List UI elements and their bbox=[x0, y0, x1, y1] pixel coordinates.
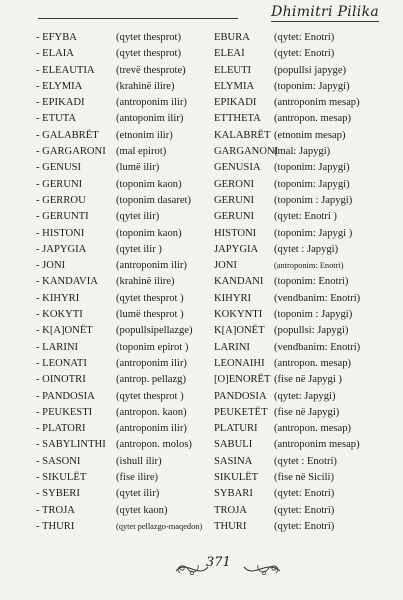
right-description: (toponim: Japygi) bbox=[274, 80, 350, 92]
right-description: (toponim: Enotri) bbox=[274, 276, 349, 288]
right-name: THURI bbox=[214, 520, 247, 532]
left-name: - GENUSI bbox=[36, 162, 82, 174]
right-description: (qytet : Japygi) bbox=[274, 243, 339, 255]
list-item bbox=[36, 63, 368, 79]
left-name: - PEUKESTI bbox=[36, 406, 93, 418]
page-number: 371 bbox=[206, 555, 231, 570]
left-description: (antroponim ilir) bbox=[116, 97, 187, 109]
left-name: - SABYLINTHI bbox=[36, 439, 106, 451]
left-name: - TROJA bbox=[36, 504, 75, 516]
list-item bbox=[36, 356, 368, 372]
left-description: (antrop. pellazg) bbox=[116, 374, 187, 386]
right-name: EPIKADI bbox=[214, 97, 257, 109]
right-name: SASINA bbox=[214, 455, 253, 467]
right-name: KOKYNTI bbox=[214, 309, 263, 321]
right-name: JONI bbox=[214, 260, 237, 272]
right-name: SYBARI bbox=[214, 488, 253, 500]
right-description: (qytet : Enotri) bbox=[274, 455, 337, 467]
right-description: (toponim: Japygi) bbox=[274, 178, 350, 190]
right-description: (fise në Japygi) bbox=[274, 406, 340, 418]
left-name: - THURI bbox=[36, 520, 75, 532]
right-description: (antroponim mesap) bbox=[274, 97, 360, 109]
left-name: - SIKULËT bbox=[36, 472, 87, 484]
right-name: KALABRËT bbox=[214, 129, 271, 141]
left-description: (lumë ilir) bbox=[116, 162, 160, 174]
right-description: (antropon. mesap) bbox=[274, 423, 352, 435]
left-name: - ETUTA bbox=[36, 113, 77, 125]
list-item bbox=[36, 128, 368, 144]
left-description: (qytet thesprot ) bbox=[116, 390, 184, 402]
left-description: (toponim kaon) bbox=[116, 227, 182, 239]
right-description: (antroponim mesap) bbox=[274, 439, 360, 451]
right-description: (toponim: Japygi) bbox=[274, 162, 350, 174]
left-name: - EFYBA bbox=[36, 32, 77, 43]
left-name: - KIHYRI bbox=[36, 292, 80, 304]
left-description: (antroponim ilir) bbox=[116, 357, 187, 369]
page-footer-ornament bbox=[168, 553, 288, 583]
left-description: (antropon. kaon) bbox=[116, 406, 187, 418]
left-name: - ELEAUTIA bbox=[36, 64, 95, 76]
right-description: (toponim : Japygi) bbox=[274, 194, 353, 206]
right-name: PLATURI bbox=[214, 423, 258, 435]
list-item bbox=[36, 503, 368, 519]
list-item bbox=[36, 454, 368, 470]
left-name: - SYBERI bbox=[36, 488, 80, 500]
list-item bbox=[36, 323, 368, 339]
right-name: JAPYGIA bbox=[214, 243, 259, 255]
left-description: (lumë thesprot ) bbox=[116, 309, 184, 321]
right-description: (antropon. mesap) bbox=[274, 357, 352, 369]
right-description: (popullsi japyge) bbox=[274, 64, 347, 76]
list-item bbox=[36, 79, 368, 95]
right-name: TROJA bbox=[214, 504, 247, 516]
list-item bbox=[36, 95, 368, 111]
right-description: (qytet: Enotri) bbox=[274, 520, 335, 532]
right-name: [O]ENORËT bbox=[214, 374, 271, 386]
left-name: - JONI bbox=[36, 260, 66, 272]
list-item bbox=[36, 307, 368, 323]
header-rule bbox=[38, 18, 238, 19]
left-name: - KANDAVIA bbox=[36, 276, 98, 288]
left-name: - LEONATI bbox=[36, 357, 87, 369]
left-description: (antroponim ilir) bbox=[116, 260, 187, 272]
right-name: EBURA bbox=[214, 32, 250, 43]
left-description: (qytet thesprot) bbox=[116, 32, 182, 43]
list-item bbox=[36, 291, 368, 307]
left-description: (antropon. molos) bbox=[116, 439, 192, 451]
right-description: (vendbanim: Enotri) bbox=[274, 341, 361, 353]
left-description: (qytet kaon) bbox=[116, 504, 168, 516]
left-description: (toponim epirot ) bbox=[116, 341, 189, 353]
list-item bbox=[36, 242, 368, 258]
left-description: (krahinë ilire) bbox=[116, 80, 175, 92]
list-item bbox=[36, 437, 368, 453]
left-description: (ishull ilir) bbox=[116, 455, 162, 467]
right-name: K[A]ONËT bbox=[214, 325, 265, 337]
left-description: (toponim dasaret) bbox=[116, 194, 192, 206]
left-description: (qytet ilir ) bbox=[116, 243, 162, 255]
left-description: (mal epirot) bbox=[116, 146, 167, 158]
right-name: PEUKETËT bbox=[214, 406, 268, 418]
right-description: (vendbanim: Enotri) bbox=[274, 292, 361, 304]
right-description: (antropon. mesap) bbox=[274, 113, 352, 125]
running-header-author: Dhimitri Pilika bbox=[271, 4, 379, 20]
left-name: - HISTONI bbox=[36, 227, 85, 239]
left-description: (antoponim ilir) bbox=[116, 113, 184, 125]
right-name: GERUNI bbox=[214, 211, 255, 223]
left-description: (qytet ilir) bbox=[116, 211, 160, 223]
right-name: KIHYRI bbox=[214, 292, 252, 304]
right-name: ETTHETA bbox=[214, 113, 261, 125]
list-item bbox=[36, 389, 368, 405]
right-description: (fise në Sicili) bbox=[274, 472, 335, 484]
left-name: - OINOTRI bbox=[36, 374, 86, 386]
right-description: (qytet: Japygi) bbox=[274, 390, 336, 402]
list-item bbox=[36, 274, 368, 290]
left-name: - ELAIA bbox=[36, 48, 74, 60]
list-item bbox=[36, 177, 368, 193]
list-item bbox=[36, 144, 368, 160]
right-description: (mal: Japygi) bbox=[274, 146, 331, 158]
list-item bbox=[36, 470, 368, 486]
right-description: (toponim : Japygi) bbox=[274, 309, 353, 321]
left-description: (qytet thesprot ) bbox=[116, 292, 184, 304]
right-name: ELEAI bbox=[214, 48, 245, 60]
left-name: - SASONI bbox=[36, 455, 81, 467]
left-description: (etnonim ilir) bbox=[116, 129, 173, 141]
left-name: - K[A]ONËT bbox=[36, 325, 93, 337]
list-item bbox=[36, 405, 368, 421]
right-description: (antroponim: Enotri) bbox=[274, 261, 344, 271]
right-description: (qytet: Enotri) bbox=[274, 488, 335, 500]
list-item bbox=[36, 519, 368, 535]
right-description: (etnonim mesap) bbox=[274, 129, 346, 141]
right-name: ELYMIA bbox=[214, 80, 255, 92]
list-item bbox=[36, 421, 368, 437]
left-name: - GALABRËT bbox=[36, 129, 99, 141]
right-name: LARINI bbox=[214, 341, 250, 353]
list-item bbox=[36, 30, 368, 46]
right-name: ELEUTI bbox=[214, 64, 252, 76]
right-name: SABULI bbox=[214, 439, 253, 451]
left-name: - GERROU bbox=[36, 194, 86, 206]
left-name: - LARINI bbox=[36, 341, 79, 353]
right-description: (qytet: Enotri) bbox=[274, 32, 335, 43]
list-item bbox=[36, 258, 368, 274]
list-item bbox=[36, 209, 368, 225]
left-description: (toponim kaon) bbox=[116, 178, 182, 190]
right-name: GERUNI bbox=[214, 194, 255, 206]
left-name: - PANDOSIA bbox=[36, 390, 95, 402]
list-item bbox=[36, 486, 368, 502]
right-name: KANDANI bbox=[214, 276, 264, 288]
right-description: (qytet: Enotri ) bbox=[274, 211, 337, 223]
left-name: - EPIKADI bbox=[36, 97, 85, 109]
right-description: (popullsi: Japygi) bbox=[274, 325, 349, 337]
list-item bbox=[36, 160, 368, 176]
left-description: (trevë thesprote) bbox=[116, 64, 186, 76]
right-name: SIKULËT bbox=[214, 472, 259, 484]
left-name: - ELYMIA bbox=[36, 80, 83, 92]
list-item bbox=[36, 111, 368, 127]
right-description: (toponim: Japygi ) bbox=[274, 227, 353, 239]
name-comparison-list bbox=[36, 30, 368, 535]
left-name: - GERUNI bbox=[36, 178, 83, 190]
right-name: PANDOSIA bbox=[214, 390, 267, 402]
right-name: HISTONI bbox=[214, 227, 257, 239]
left-description: (qytet pellazgo-maqedon) bbox=[116, 521, 203, 531]
right-description: (qytet: Enotri) bbox=[274, 48, 335, 60]
list-item bbox=[36, 46, 368, 62]
right-name: LEONAIHI bbox=[214, 357, 265, 369]
list-item bbox=[36, 340, 368, 356]
left-description: (popullsipellazge) bbox=[116, 325, 193, 337]
right-name: GARGANONI bbox=[214, 146, 279, 158]
left-name: - GERUNTI bbox=[36, 211, 89, 223]
right-name: GERONI bbox=[214, 178, 255, 190]
left-description: (fise ilire) bbox=[116, 472, 159, 484]
left-name: - GARGARONI bbox=[36, 146, 106, 158]
right-description: (fise në Japygi ) bbox=[274, 374, 342, 386]
right-description: (qytet: Enotri) bbox=[274, 504, 335, 516]
left-description: (qytet ilir) bbox=[116, 488, 160, 500]
list-item bbox=[36, 193, 368, 209]
left-description: (qytet thesprot) bbox=[116, 48, 182, 60]
left-name: - PLATORI bbox=[36, 423, 86, 435]
left-name: - KOKYTI bbox=[36, 309, 83, 321]
left-name: - JAPYGIA bbox=[36, 243, 87, 255]
list-item bbox=[36, 226, 368, 242]
list-item bbox=[36, 372, 368, 388]
left-description: (krahinë ilire) bbox=[116, 276, 175, 288]
right-name: GENUSIA bbox=[214, 162, 261, 174]
left-description: (antroponim ilir) bbox=[116, 423, 187, 435]
